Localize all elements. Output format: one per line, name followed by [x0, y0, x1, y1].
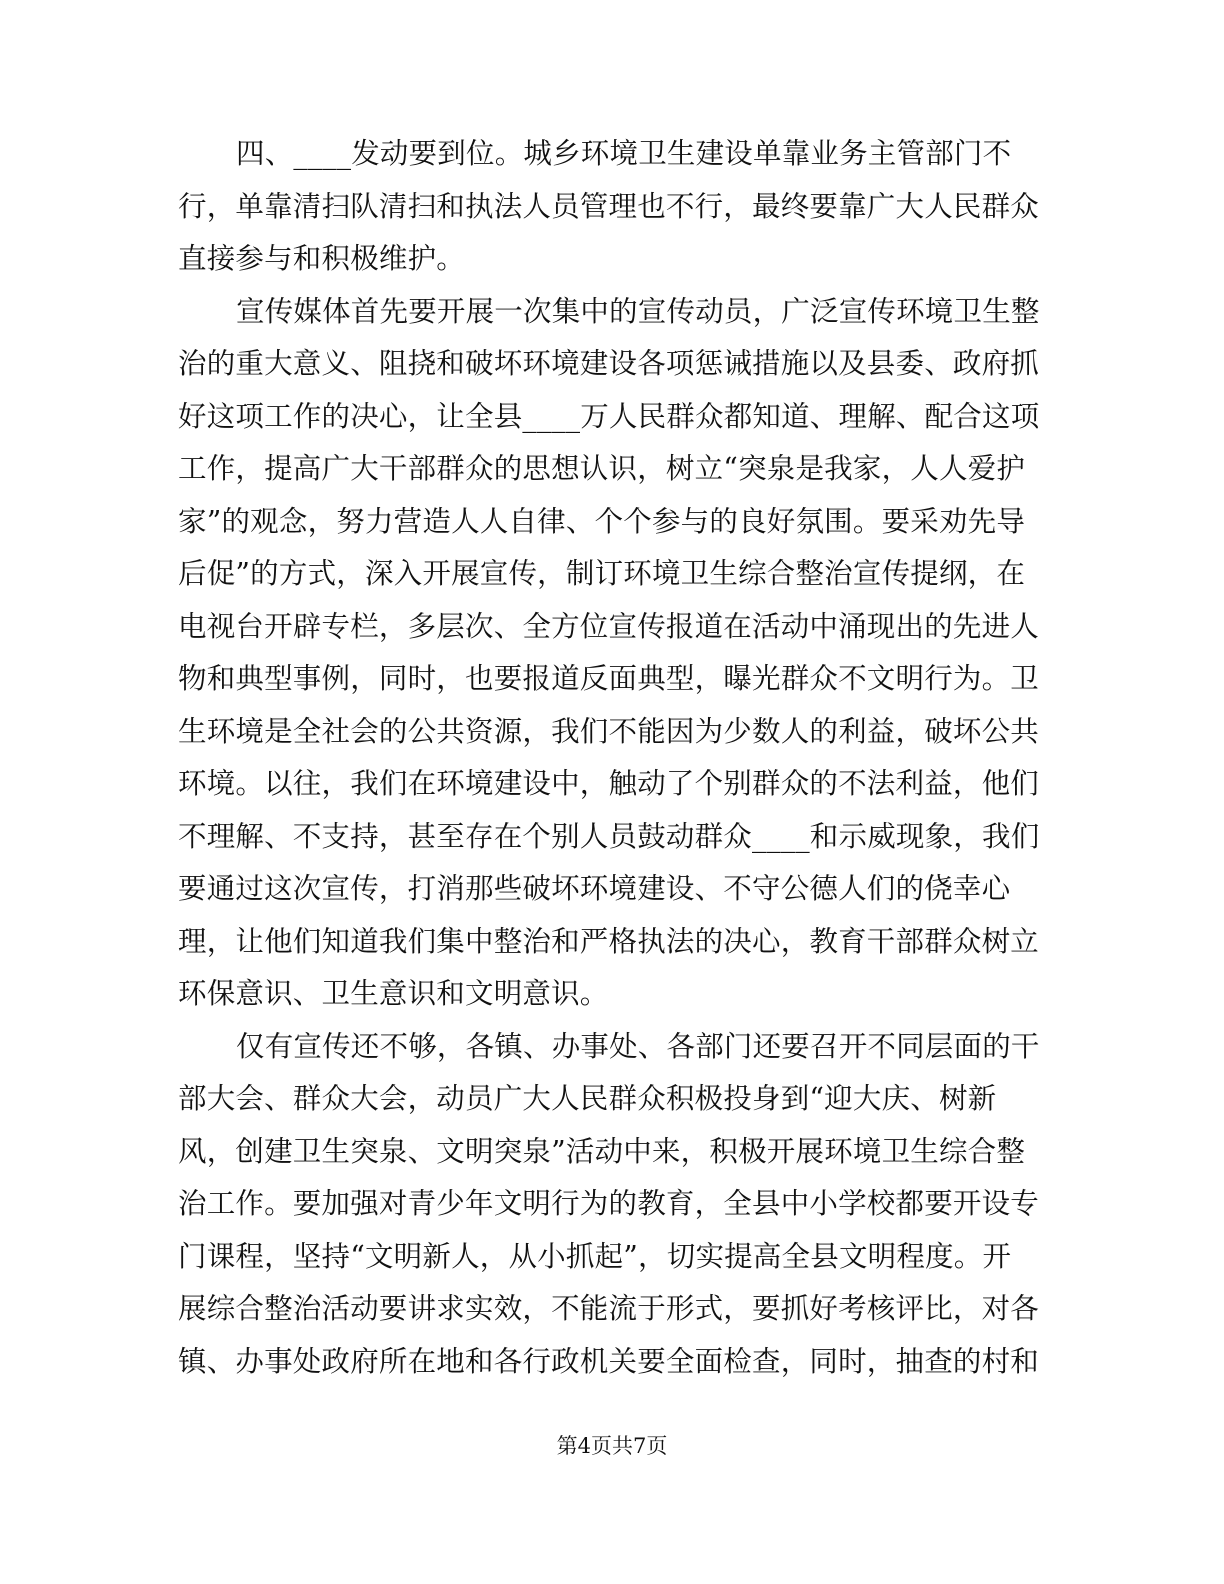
text-line: 治工作。要加强对青少年文明行为的教育，全县中小学校都要开设专: [178, 1187, 1040, 1220]
document-body: [178, 128, 1040, 1388]
text-line: 电视台开辟专栏，多层次、全方位宣传报道在活动中涌现出的先进人: [178, 609, 1040, 643]
text-line: 仅有宣传还不够，各镇、办事处、各部门还要召开不同层面的干: [236, 1029, 1040, 1063]
text-line: 理，让他们知道我们集中整治和严格执法的决心，教育干部群众树立: [178, 924, 1040, 958]
text-line: 后促”的方式，深入开展宣传，制订环境卫生综合整治宣传提纲，在: [178, 557, 1026, 590]
page-number-footer: 第4页共7页: [556, 1434, 668, 1458]
text-line: 环保意识、卫生意识和文明意识。: [178, 977, 609, 1010]
text-line: 治的重大意义、阻挠和破坏环境建设各项惩诫措施以及县委、政府抓: [178, 347, 1040, 380]
text-line: 家”的观念，努力营造人人自律、个个参与的良好氛围。要采劝先导: [178, 504, 1026, 538]
text-line: 四、____发动要到位。城乡环境卫生建设单靠业务主管部门不: [236, 137, 1012, 170]
text-line: 风，创建卫生突泉、文明突泉”活动中来，积极开展环境卫生综合整: [178, 1134, 1026, 1168]
text-line: 工作，提高广大干部群众的思想认识，树立“突泉是我家，人人爱护: [178, 452, 1026, 485]
text-line: 物和典型事例，同时，也要报道反面典型，曝光群众不文明行为。卫: [178, 662, 1040, 695]
text-line: 要通过这次宣传，打消那些破坏环境建设、不守公德人们的侥幸心: [178, 872, 1011, 905]
text-line: 不理解、不支持，甚至存在个别人员鼓动群众____和示威现象，我们: [178, 819, 1040, 853]
text-line: 展综合整治活动要讲求实效，不能流于形式，要抓好考核评比，对各: [178, 1292, 1040, 1325]
text-line: 直接参与和积极维护。: [178, 242, 466, 275]
text-line: 部大会、群众大会，动员广大人民群众积极投身到“迎大庆、树新: [178, 1082, 997, 1115]
text-line: 镇、办事处政府所在地和各行政机关要全面检查，同时，抽查的村和: [178, 1344, 1040, 1378]
text-line: 门课程，坚持“文明新人，从小抓起”，切实提高全县文明程度。开: [178, 1239, 1012, 1273]
text-line: 好这项工作的决心，让全县____万人民群众都知道、理解、配合这项: [178, 399, 1040, 433]
text-line: 环境。以往，我们在环境建设中，触动了个别群众的不法利益，他们: [178, 767, 1040, 800]
text-line: 宣传媒体首先要开展一次集中的宣传动员，广泛宣传环境卫生整: [236, 294, 1040, 328]
text-line: 行，单靠清扫队清扫和执法人员管理也不行，最终要靠广大人民群众: [178, 189, 1040, 223]
text-line: 生环境是全社会的公共资源，我们不能因为少数人的利益，破坏公共: [178, 714, 1040, 748]
